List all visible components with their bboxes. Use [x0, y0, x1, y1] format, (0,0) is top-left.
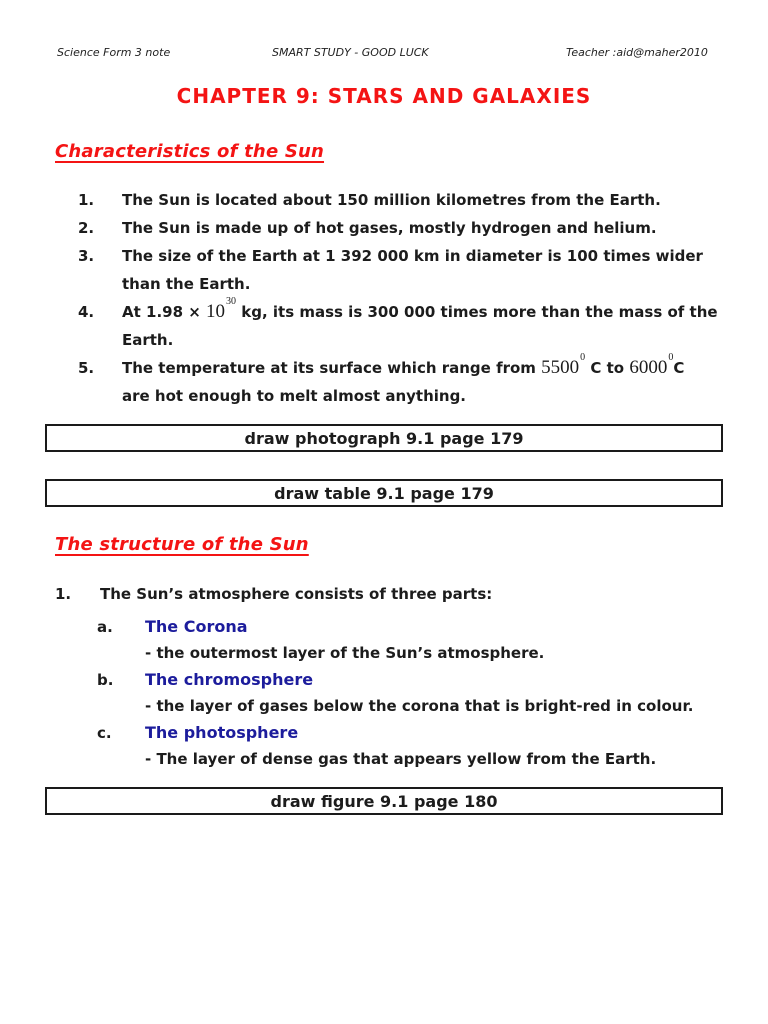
math-expression: $10^{30}$ — [206, 296, 237, 322]
header-center-text: SMART STUDY - GOOD LUCK — [272, 46, 429, 59]
part-letter: c. — [97, 724, 112, 742]
part-name: The photosphere — [145, 723, 299, 742]
structure-part — [97, 614, 745, 666]
list-item — [78, 354, 738, 410]
note-box-photograph — [45, 424, 723, 452]
list-item-text: At $1.98 \times 10^{30}$ kg, its mass is 300 000 times more than the mass of the Earth. — [122, 296, 718, 349]
part-name: The chromosphere — [145, 670, 314, 689]
list-item-text: The temperature at its surface which range from 5500$^0$ C to 6000$^0$C are hot enough to melt almost anything. — [122, 352, 685, 405]
list-item-number: 1. — [55, 585, 72, 603]
list-item — [78, 186, 738, 214]
note-box-label: draw table 9.1 page 179 — [274, 483, 494, 503]
note-box-label: draw photograph 9.1 page 179 — [244, 428, 524, 448]
page-header — [0, 46, 768, 64]
part-description: - the outermost layer of the Sun’s atmosphere. — [145, 644, 545, 662]
math-expression: 6000$^0$ — [629, 352, 674, 378]
part-description: - The layer of dense gas that appears yellow from the Earth. — [145, 750, 657, 768]
header-right-text: Teacher :aid@maher2010 — [566, 46, 708, 59]
list-item-text: The size of the Earth at 1 392 000 km in diameter is 100 times wider than the Earth. — [122, 247, 703, 293]
structure-parts — [97, 614, 745, 772]
list-item — [78, 214, 738, 242]
list-item — [78, 298, 738, 354]
part-description: - the layer of gases below the corona that is bright-red in colour. — [145, 697, 694, 715]
list-item — [55, 580, 745, 608]
list-item-text: The Sun’s atmosphere consists of three parts: — [100, 585, 493, 603]
list-item-number: 1. — [78, 191, 95, 209]
part-letter: a. — [97, 618, 113, 636]
structure-part — [97, 667, 745, 719]
note-box-label: draw figure 9.1 page 180 — [270, 791, 498, 811]
section-heading-characteristics: Characteristics of the Sun — [55, 141, 325, 162]
list-item-number: 3. — [78, 247, 95, 265]
part-name: The Corona — [145, 617, 248, 636]
list-item-text: The Sun is made up of hot gases, mostly hydrogen and helium. — [122, 219, 657, 237]
structure-part — [97, 720, 745, 772]
list-item — [78, 242, 738, 298]
chapter-title: CHAPTER 9: STARS AND GALAXIES — [176, 84, 592, 108]
header-left-text: Science Form 3 note — [57, 46, 171, 59]
math-expression: 5500$^0$ — [541, 352, 586, 378]
section-heading-structure: The structure of the Sun — [55, 534, 309, 555]
list-item-number: 2. — [78, 219, 95, 237]
characteristics-list — [78, 186, 738, 410]
note-box-table — [45, 479, 723, 507]
list-item-number: 4. — [78, 303, 95, 321]
note-box-figure — [45, 787, 723, 815]
list-item-number: 5. — [78, 359, 95, 377]
part-letter: b. — [97, 671, 114, 689]
list-item-text: The Sun is located about 150 million kilometres from the Earth. — [122, 191, 661, 209]
structure-list — [55, 580, 745, 773]
